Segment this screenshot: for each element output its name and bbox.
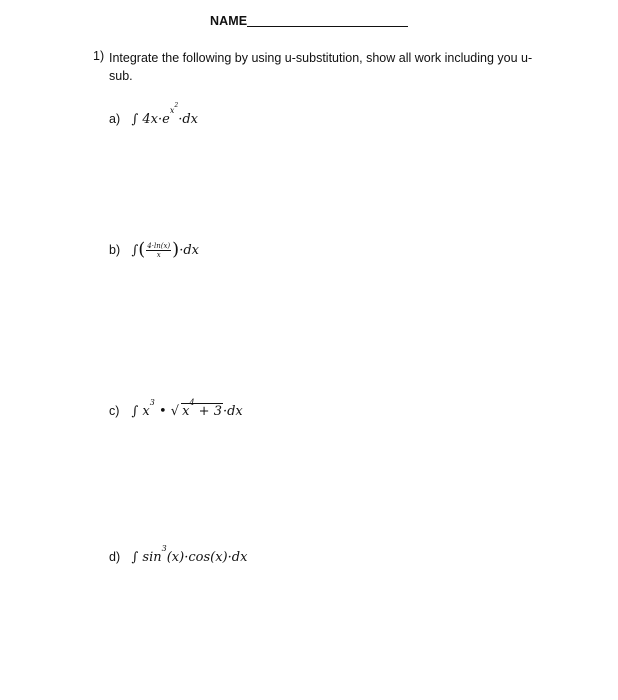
question-prompt: Integrate the following by using u-substitution, show all work including you u-sub. [109,51,533,83]
part-d-letter: d) [109,550,121,564]
part-d [109,544,248,565]
part-c-letter: c) [109,404,120,418]
part-a-letter: a) [109,112,121,126]
part-c [109,398,243,419]
part-b-letter: b) [109,243,121,257]
part-a [109,102,198,127]
name-label [210,14,247,28]
part-d-expression: ∫ $\sin^3(x)\cdot\cos(x)\cdot dx$ [131,544,248,565]
question-number: 1) [93,49,105,63]
part-b [109,240,199,261]
name-label-text: NAME [210,14,248,28]
part-b-expression: ∫( $\frac{4\cdot\ln(x)}{x}$ )·dx [131,239,199,260]
name-blank-line [247,26,408,27]
part-a-expression: ∫ $4x\cdot e^{x^2}\cdot dx$ [131,102,198,127]
part-c-expression: ∫ $x^3$ • √ $x^4 + 3\cdot dx$ [131,398,243,419]
